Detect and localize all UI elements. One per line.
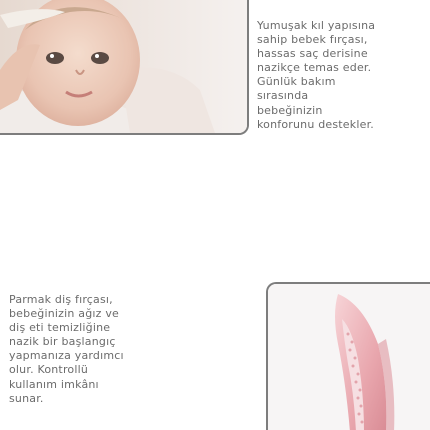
bottom-line-6: olur. Kontrollü bbox=[9, 363, 89, 377]
bottom-line-3: diş eti temizliğine bbox=[9, 321, 111, 335]
bottom-line-7: kullanım imkânı bbox=[9, 377, 99, 391]
bottom-description bbox=[9, 293, 124, 406]
bottom-line-8: sunar. bbox=[9, 391, 44, 405]
bottom-line-2: bebeğinizin ağız ve bbox=[9, 307, 119, 321]
baby-photo bbox=[0, 0, 249, 135]
finger-toothbrush-illustration bbox=[268, 284, 430, 430]
finger-toothbrush-photo bbox=[266, 282, 430, 430]
bottom-line-5: yapmanıza yardımcı bbox=[9, 349, 124, 363]
bottom-line-1: Parmak diş fırçası, bbox=[9, 293, 113, 306]
top-line-3: hassas saç derisine bbox=[257, 47, 368, 61]
top-description bbox=[257, 19, 375, 132]
top-line-1: Yumuşak kıl yapısına bbox=[257, 19, 376, 32]
top-line-5: Günlük bakım bbox=[257, 75, 336, 89]
top-line-7: bebeğinizin bbox=[257, 103, 323, 117]
top-line-8: konforunu destekler. bbox=[257, 117, 374, 131]
top-line-2: sahip bebek fırçası, bbox=[257, 33, 368, 47]
bottom-line-4: nazik bir başlangıç bbox=[9, 335, 116, 349]
top-line-4: nazikçe temas eder. bbox=[257, 61, 372, 75]
top-line-6: sırasında bbox=[257, 89, 309, 103]
baby-illustration bbox=[0, 0, 247, 133]
